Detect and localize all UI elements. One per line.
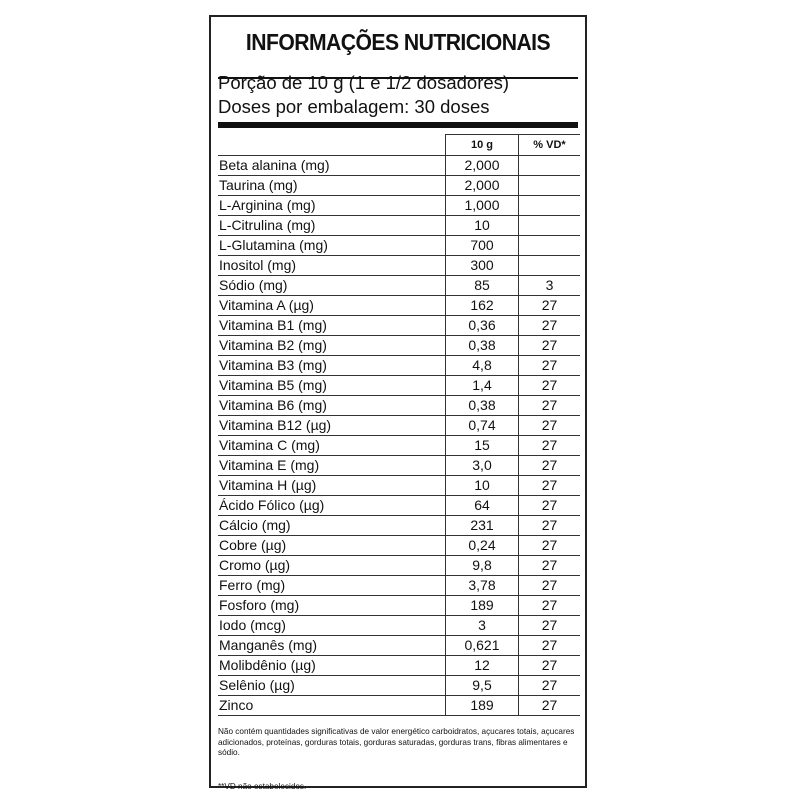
table-row bbox=[218, 576, 580, 596]
table-row bbox=[218, 316, 580, 336]
nutrient-amount: 12 bbox=[446, 656, 519, 676]
table-row bbox=[218, 396, 580, 416]
table-row bbox=[218, 696, 580, 716]
nutrient-vd bbox=[519, 176, 581, 196]
nutrient-name: Vitamina B3 (mg) bbox=[218, 356, 446, 376]
table-row bbox=[218, 656, 580, 676]
table-header-row bbox=[218, 135, 580, 156]
table-row bbox=[218, 476, 580, 496]
nutrient-name: Taurina (mg) bbox=[218, 176, 446, 196]
nutrient-amount: 300 bbox=[446, 256, 519, 276]
nutrient-vd: 27 bbox=[519, 556, 581, 576]
nutrient-vd bbox=[519, 236, 581, 256]
nutrient-amount: 0,36 bbox=[446, 316, 519, 336]
nutrient-amount: 3,0 bbox=[446, 456, 519, 476]
table-row bbox=[218, 636, 580, 656]
nutrient-vd: 27 bbox=[519, 396, 581, 416]
nutrient-vd: 27 bbox=[519, 316, 581, 336]
nutrient-vd: 3 bbox=[519, 276, 581, 296]
table-row bbox=[218, 416, 580, 436]
serving-doses: Doses por embalagem: 30 doses bbox=[218, 96, 490, 117]
nutrient-vd bbox=[519, 256, 581, 276]
nutrient-vd: 27 bbox=[519, 296, 581, 316]
nutrient-vd: 27 bbox=[519, 576, 581, 596]
nutrient-name: Inositol (mg) bbox=[218, 256, 446, 276]
nutrient-vd: 27 bbox=[519, 376, 581, 396]
nutrient-vd: 27 bbox=[519, 356, 581, 376]
nutrient-vd bbox=[519, 156, 581, 176]
nutrient-vd: 27 bbox=[519, 516, 581, 536]
serving-portion: Porção de 10 g (1 e 1/2 dosadores) bbox=[218, 72, 510, 93]
nutrient-amount: 2,000 bbox=[446, 176, 519, 196]
table-row bbox=[218, 216, 580, 236]
nutrient-vd: 27 bbox=[519, 496, 581, 516]
nutrient-vd: 27 bbox=[519, 536, 581, 556]
nutrient-name: Cálcio (mg) bbox=[218, 516, 446, 536]
table-row bbox=[218, 296, 580, 316]
nutrient-name: Ferro (mg) bbox=[218, 576, 446, 596]
nutrient-amount: 189 bbox=[446, 596, 519, 616]
table-row bbox=[218, 516, 580, 536]
label-title: INFORMAÇÕES NUTRICIONAIS bbox=[245, 29, 551, 55]
nutrient-amount: 9,8 bbox=[446, 556, 519, 576]
nutrient-name: Vitamina B2 (mg) bbox=[218, 336, 446, 356]
table-row bbox=[218, 376, 580, 396]
nutrient-name: Beta alanina (mg) bbox=[218, 156, 446, 176]
table-row bbox=[218, 336, 580, 356]
nutrition-label bbox=[209, 15, 587, 791]
nutrient-amount: 0,74 bbox=[446, 416, 519, 436]
nutrient-vd: 27 bbox=[519, 456, 581, 476]
nutrient-amount: 1,4 bbox=[446, 376, 519, 396]
nutrient-name: L-Glutamina (mg) bbox=[218, 236, 446, 256]
nutrient-amount: 64 bbox=[446, 496, 519, 516]
nutrient-amount: 700 bbox=[446, 236, 519, 256]
nutrient-name: Ácido Fólico (µg) bbox=[218, 496, 446, 516]
nutrient-name: L-Citrulina (mg) bbox=[218, 216, 446, 236]
nutrient-vd: 27 bbox=[519, 636, 581, 656]
header-name bbox=[218, 135, 446, 156]
nutrient-name: Vitamina C (mg) bbox=[218, 436, 446, 456]
nutrient-name: Vitamina B5 (mg) bbox=[218, 376, 446, 396]
nutrient-vd: 27 bbox=[519, 416, 581, 436]
table-row bbox=[218, 156, 580, 176]
nutrient-name: Selênio (µg) bbox=[218, 676, 446, 696]
nutrient-vd: 27 bbox=[519, 596, 581, 616]
nutrient-vd bbox=[519, 196, 581, 216]
table-row bbox=[218, 176, 580, 196]
table-row bbox=[218, 456, 580, 476]
nutrient-amount: 4,8 bbox=[446, 356, 519, 376]
nutrient-name: Vitamina H (µg) bbox=[218, 476, 446, 496]
nutrient-name: Fosforo (mg) bbox=[218, 596, 446, 616]
nutrient-name: Vitamina B12 (µg) bbox=[218, 416, 446, 436]
nutrient-amount: 3 bbox=[446, 616, 519, 636]
nutrient-name: Cromo (µg) bbox=[218, 556, 446, 576]
nutrient-name: Zinco bbox=[218, 696, 446, 716]
table-row bbox=[218, 436, 580, 456]
nutrient-vd: 27 bbox=[519, 476, 581, 496]
table-row bbox=[218, 496, 580, 516]
table-row bbox=[218, 676, 580, 696]
header-amount: 10 g bbox=[446, 135, 519, 156]
nutrient-vd: 27 bbox=[519, 656, 581, 676]
table-row bbox=[218, 536, 580, 556]
nutrient-vd: 27 bbox=[519, 696, 581, 716]
nutrient-amount: 0,38 bbox=[446, 396, 519, 416]
nutrient-amount: 0,621 bbox=[446, 636, 519, 656]
footnote-text: Não contém quantidades significativas de valor energético carboidratos, açucares totais, açucares adicionados, proteínas, gorduras totais, gorduras saturadas, gorduras trans, fibras alimentares e sódio. bbox=[218, 727, 575, 757]
nutrient-vd: 27 bbox=[519, 616, 581, 636]
nutrient-amount: 10 bbox=[446, 216, 519, 236]
table-row bbox=[218, 356, 580, 376]
header-vd: % VD* bbox=[519, 135, 581, 156]
nutrient-name: Molibdênio (µg) bbox=[218, 656, 446, 676]
nutrient-amount: 1,000 bbox=[446, 196, 519, 216]
nutrient-amount: 85 bbox=[446, 276, 519, 296]
nutrient-amount: 0,24 bbox=[446, 536, 519, 556]
table-row bbox=[218, 236, 580, 256]
nutrient-vd: 27 bbox=[519, 436, 581, 456]
footnote-vd: **VD não estabelecidos. bbox=[218, 782, 307, 791]
nutrient-amount: 189 bbox=[446, 696, 519, 716]
nutrient-amount: 231 bbox=[446, 516, 519, 536]
table-row bbox=[218, 596, 580, 616]
nutrient-vd: 27 bbox=[519, 676, 581, 696]
table-row bbox=[218, 196, 580, 216]
nutrient-amount: 15 bbox=[446, 436, 519, 456]
nutrient-vd bbox=[519, 216, 581, 236]
thick-divider bbox=[218, 122, 578, 128]
nutrient-amount: 9,5 bbox=[446, 676, 519, 696]
table-row bbox=[218, 276, 580, 296]
table-row bbox=[218, 556, 580, 576]
nutrient-name: Vitamina E (mg) bbox=[218, 456, 446, 476]
nutrient-amount: 162 bbox=[446, 296, 519, 316]
nutrient-name: Vitamina B6 (mg) bbox=[218, 396, 446, 416]
nutrient-vd: 27 bbox=[519, 336, 581, 356]
nutrient-name: Vitamina A (µg) bbox=[218, 296, 446, 316]
table-row bbox=[218, 256, 580, 276]
nutrition-table bbox=[218, 134, 580, 716]
nutrient-name: Iodo (mcg) bbox=[218, 616, 446, 636]
nutrient-name: Cobre (µg) bbox=[218, 536, 446, 556]
nutrient-amount: 10 bbox=[446, 476, 519, 496]
nutrient-name: L-Arginina (mg) bbox=[218, 196, 446, 216]
table-row bbox=[218, 616, 580, 636]
nutrient-amount: 3,78 bbox=[446, 576, 519, 596]
nutrient-name: Vitamina B1 (mg) bbox=[218, 316, 446, 336]
nutrient-amount: 0,38 bbox=[446, 336, 519, 356]
nutrient-name: Sódio (mg) bbox=[218, 276, 446, 296]
nutrient-amount: 2,000 bbox=[446, 156, 519, 176]
nutrient-name: Manganês (mg) bbox=[218, 636, 446, 656]
